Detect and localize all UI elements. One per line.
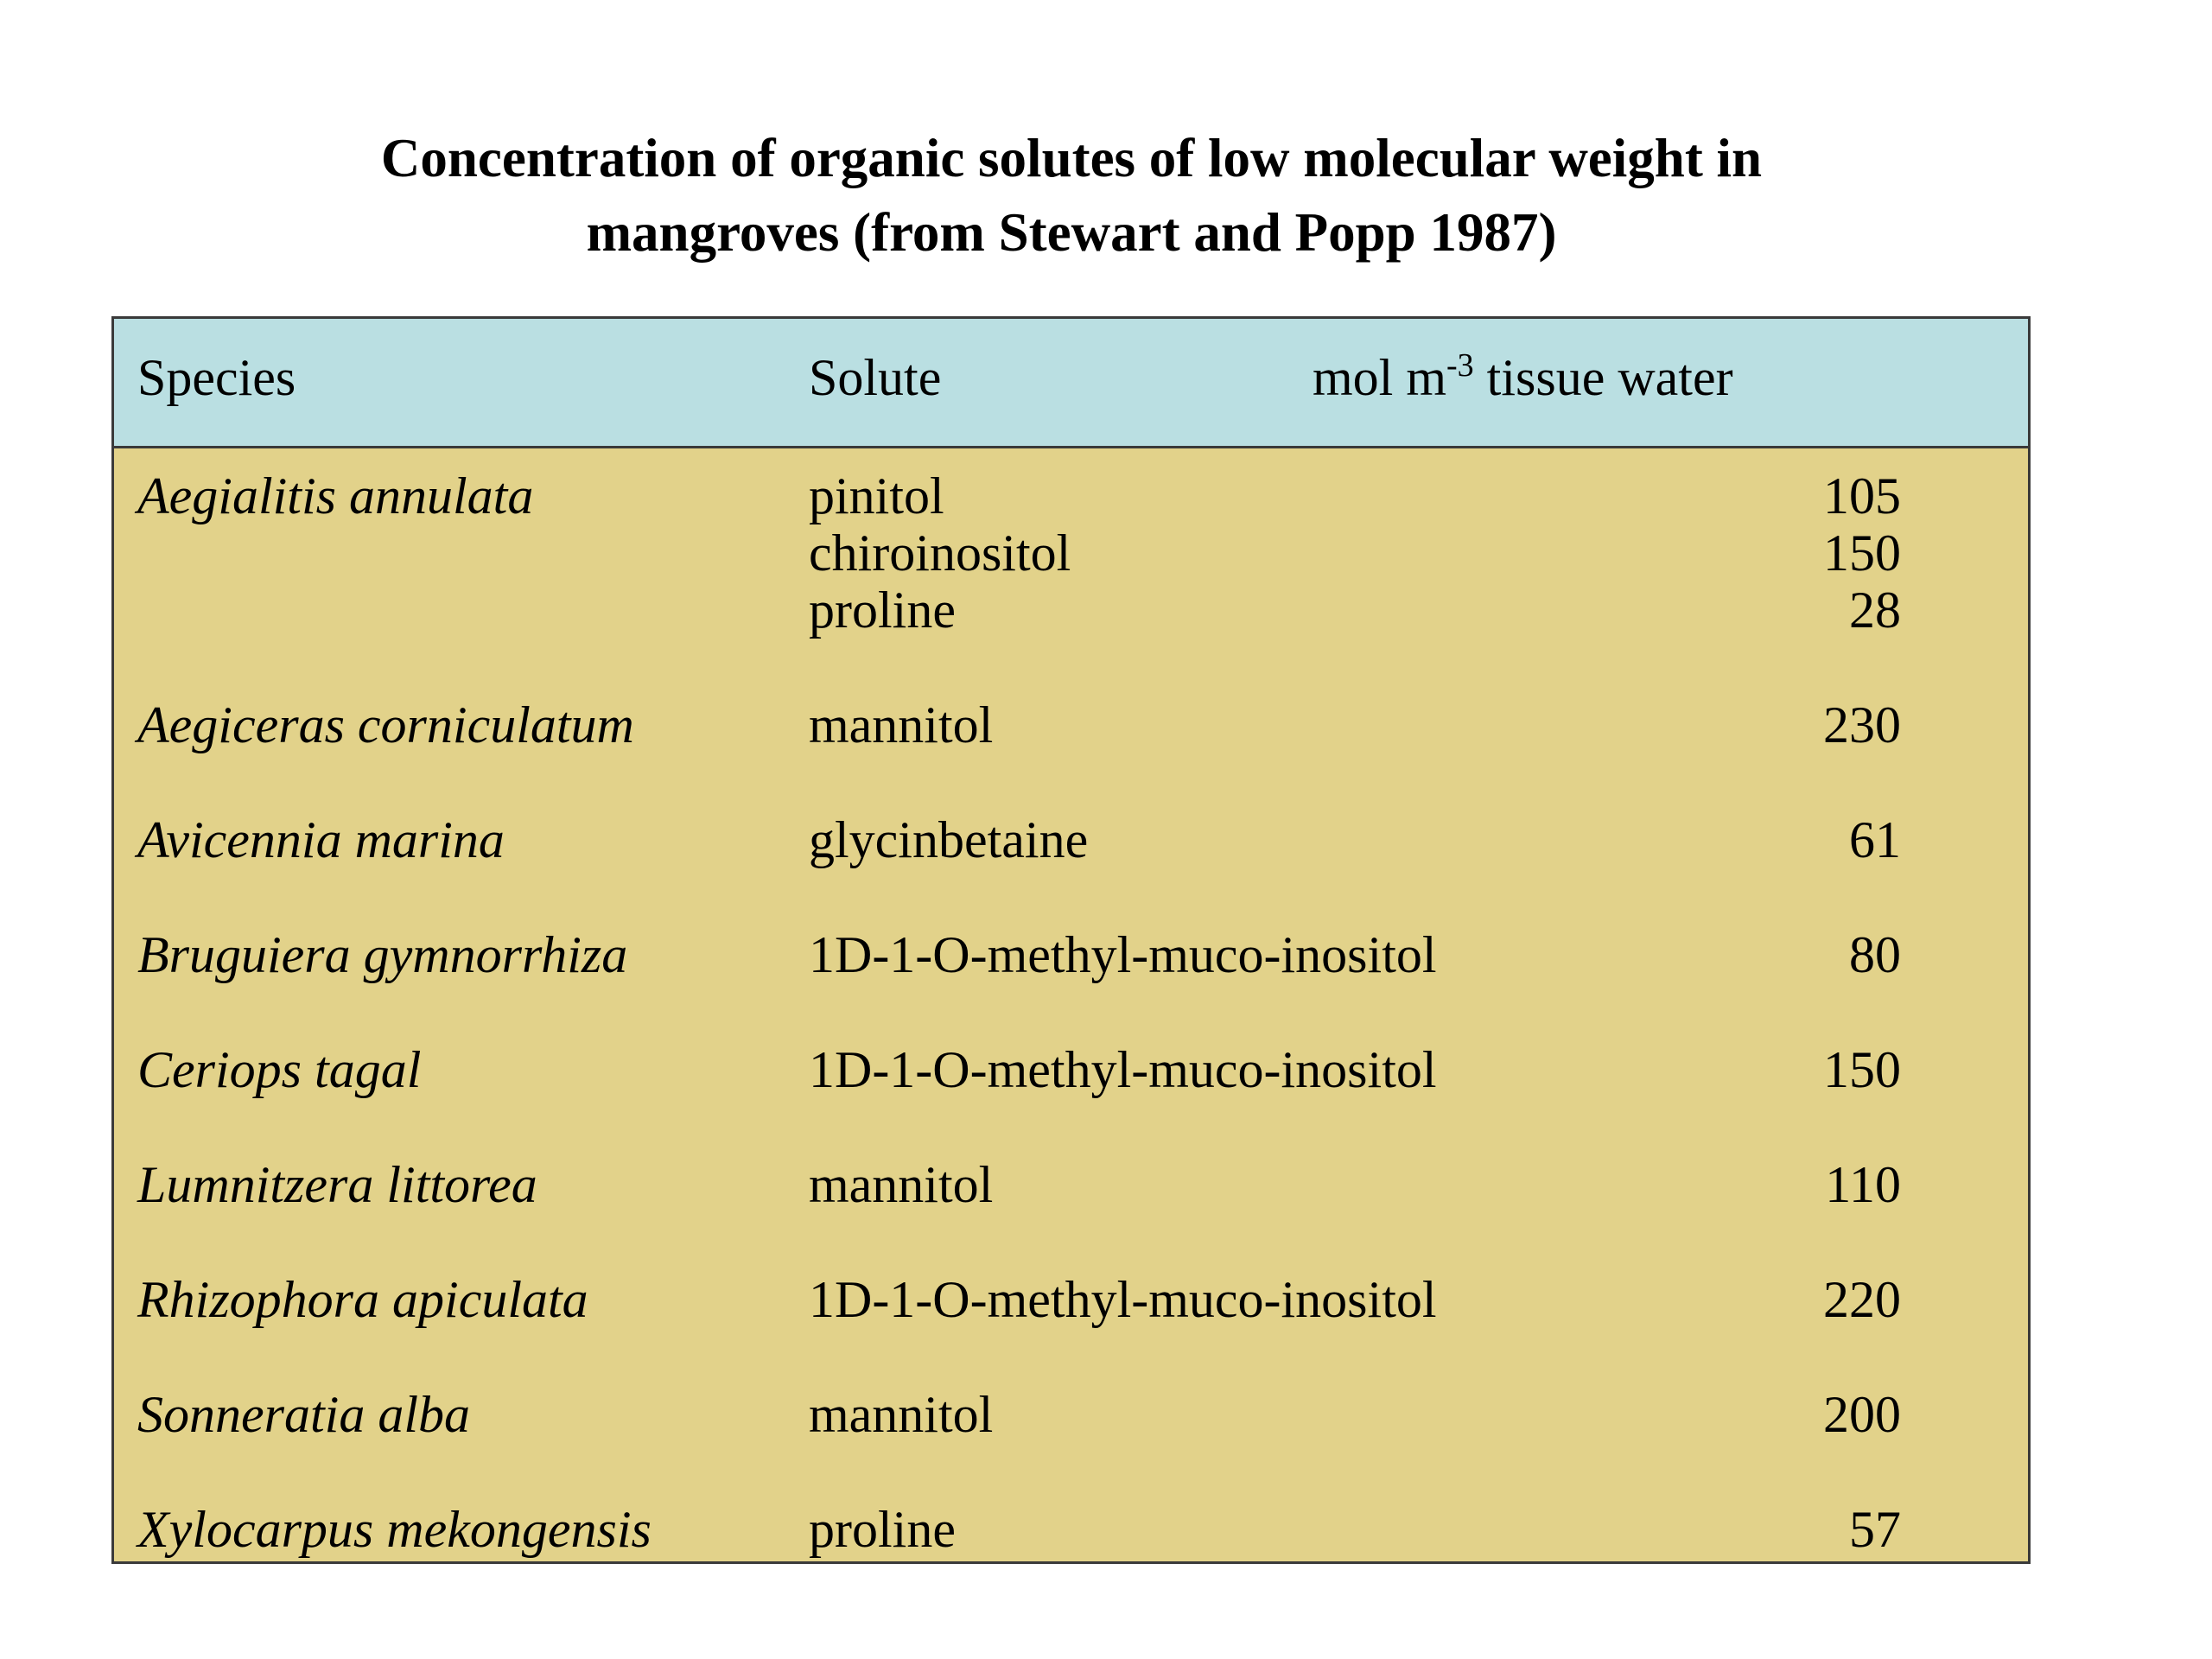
solute-concentration: 220 bbox=[1823, 1271, 1901, 1328]
solute-cell bbox=[809, 1501, 956, 1558]
solute-name: glycinbetaine bbox=[809, 811, 1089, 868]
solute-cell bbox=[809, 467, 1071, 639]
species-cell: Bruguiera gymnorrhiza bbox=[137, 926, 628, 983]
value-cell bbox=[1652, 467, 1901, 639]
solute-cell bbox=[809, 811, 1088, 868]
solute-name: pinitol bbox=[809, 467, 944, 524]
solute-concentration: 200 bbox=[1823, 1386, 1901, 1443]
solute-concentration: 150 bbox=[1823, 524, 1901, 582]
species-cell: Avicennia marina bbox=[137, 811, 505, 868]
species-cell: Xylocarpus mekongensis bbox=[137, 1501, 652, 1558]
solute-concentration: 105 bbox=[1823, 467, 1901, 524]
solute-cell bbox=[809, 1156, 993, 1213]
species-cell: Sonneratia alba bbox=[137, 1386, 470, 1443]
value-cell bbox=[1652, 1501, 1901, 1558]
solute-name: proline bbox=[809, 582, 956, 639]
solute-concentration: 28 bbox=[1849, 582, 1901, 639]
header-units-suffix: tissue water bbox=[1473, 349, 1733, 406]
value-cell bbox=[1652, 1156, 1901, 1213]
solute-concentration: 230 bbox=[1823, 696, 1901, 753]
solute-concentration: 57 bbox=[1849, 1501, 1901, 1558]
solute-cell bbox=[809, 1271, 1437, 1328]
species-cell: Aegialitis annulata bbox=[137, 467, 534, 524]
solute-cell bbox=[809, 926, 1437, 983]
solute-name: chiroinositol bbox=[809, 524, 1071, 582]
solute-name: mannitol bbox=[809, 1386, 994, 1443]
species-cell: Lumnitzera littorea bbox=[137, 1156, 537, 1213]
header-species: Species bbox=[137, 349, 296, 406]
value-cell bbox=[1652, 811, 1901, 868]
value-cell bbox=[1652, 1041, 1901, 1098]
solute-name: 1D-1-O-methyl-muco-inositol bbox=[809, 1041, 1437, 1098]
solute-concentration: 110 bbox=[1825, 1156, 1901, 1213]
solute-concentration: 80 bbox=[1849, 926, 1901, 983]
solute-cell bbox=[809, 696, 993, 753]
header-units-prefix: mol m bbox=[1313, 349, 1447, 406]
solute-concentration: 61 bbox=[1849, 811, 1901, 868]
solute-name: mannitol bbox=[809, 1156, 994, 1213]
species-cell: Rhizophora apiculata bbox=[137, 1271, 588, 1328]
value-cell bbox=[1652, 926, 1901, 983]
solute-name: 1D-1-O-methyl-muco-inositol bbox=[809, 926, 1437, 983]
title-line-1: Concentration of organic solutes of low molecular weight in bbox=[380, 128, 1763, 188]
solute-cell bbox=[809, 1386, 993, 1443]
value-cell bbox=[1652, 1271, 1901, 1328]
value-cell bbox=[1652, 1386, 1901, 1443]
solute-name: proline bbox=[809, 1501, 956, 1558]
page-title bbox=[0, 121, 2143, 270]
solute-name: mannitol bbox=[809, 696, 994, 753]
header-solute: Solute bbox=[809, 349, 942, 406]
value-cell bbox=[1652, 696, 1901, 753]
solute-concentration: 150 bbox=[1823, 1041, 1901, 1098]
solutes-table bbox=[111, 316, 2031, 1564]
species-cell: Aegiceras corniculatum bbox=[137, 696, 634, 753]
solute-cell bbox=[809, 1041, 1437, 1098]
solute-name: 1D-1-O-methyl-muco-inositol bbox=[809, 1271, 1437, 1328]
title-line-2: mangroves (from Stewart and Popp 1987) bbox=[586, 202, 1557, 263]
table-header bbox=[114, 319, 2028, 448]
header-units-exponent: -3 bbox=[1446, 347, 1474, 384]
species-cell: Ceriops tagal bbox=[137, 1041, 422, 1098]
header-units bbox=[1313, 343, 1733, 419]
